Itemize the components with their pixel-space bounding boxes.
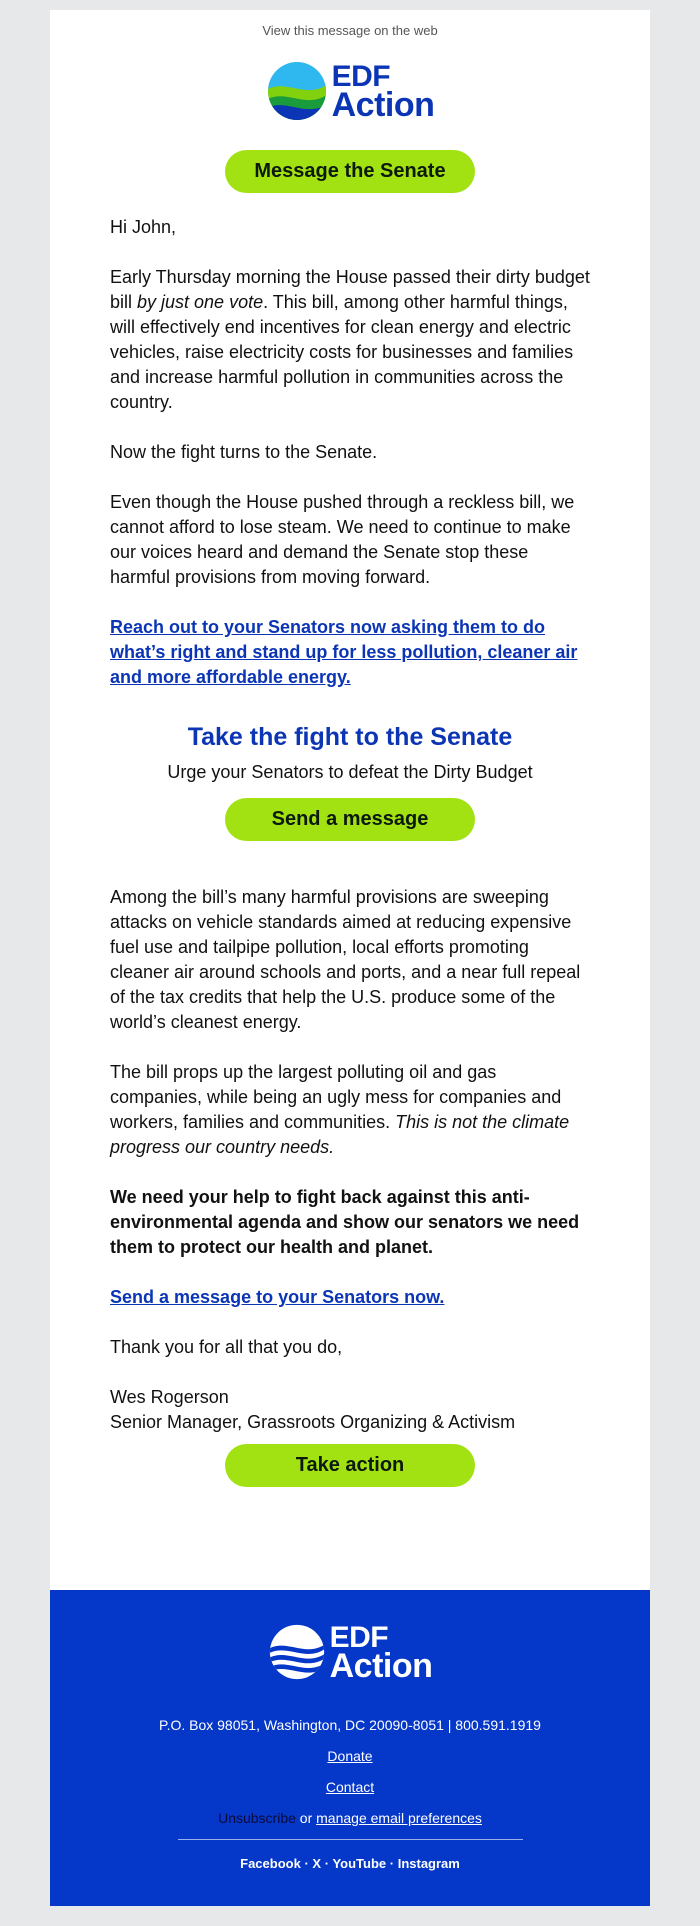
paragraph-1-text-b: . This bill, among other harmful things, will effectively end incentives for clean energy and electric vehicles, raise electricity costs for businesses and families and increase harmful pollution in communities across the country.: [110, 292, 574, 412]
youtube-link[interactable]: YouTube: [332, 1856, 387, 1871]
instagram-link[interactable]: Instagram: [397, 1856, 460, 1871]
paragraph-1-text-a: Early Thursday morning the House passed their dirty budget bill: [110, 267, 590, 312]
email-container: [50, 10, 650, 1906]
paragraph-5-text: The bill props up the largest polluting oil and gas companies, while being an ugly mess for companies and workers, families and communities.: [110, 1062, 562, 1132]
message-senate-button[interactable]: Message the Senate: [225, 150, 475, 193]
footer-logo-line-1: EDF: [329, 1621, 389, 1654]
send-senators-link[interactable]: Send a message to your Senators now.: [110, 1287, 445, 1307]
footer-logo[interactable]: [50, 1620, 650, 1684]
send-message-button[interactable]: Send a message: [225, 798, 475, 841]
paragraph-3: Even though the House pushed through a reckless bill, we cannot afford to lose steam. We need to continue to make our voices heard and demand the Senate stop these harmful provisions from moving forward.: [110, 492, 575, 587]
logo-line-2: Action: [331, 86, 435, 124]
logo-line-1: EDF: [331, 60, 391, 93]
separator: ·: [304, 1856, 309, 1871]
edf-logo-white-icon: [268, 1623, 326, 1681]
signer-title: Senior Manager, Grassroots Organizing & Activism: [110, 1412, 516, 1432]
section-title: Take the fight to the Senate: [187, 723, 513, 751]
paragraph-5-emphasis: This is not the climate progress our country needs.: [110, 1112, 570, 1157]
view-on-web-link[interactable]: View this message on the web: [262, 23, 438, 38]
or-text: or: [295, 1810, 317, 1826]
x-link[interactable]: X: [312, 1856, 322, 1871]
unsubscribe-link[interactable]: Unsubscribe: [218, 1810, 296, 1826]
donate-link[interactable]: Donate: [327, 1748, 373, 1764]
section-subtitle: Urge your Senators to defeat the Dirty Budget: [167, 762, 533, 782]
paragraph-2: Now the fight turns to the Senate.: [110, 442, 378, 462]
edf-action-logo[interactable]: [50, 59, 650, 123]
reach-out-senators-link[interactable]: Reach out to your Senators now asking them to do what’s right and stand up for less pollution, cleaner air and more affordable energy.: [110, 617, 578, 687]
paragraph-1-emphasis: by just one vote: [137, 292, 264, 312]
unsubscribe-line: [50, 1809, 650, 1827]
logo-wordmark: [331, 60, 435, 124]
paragraph-1: [110, 265, 590, 415]
thanks-line: Thank you for all that you do,: [110, 1337, 343, 1357]
paragraph-5: [110, 1060, 590, 1160]
paragraph-4: Among the bill’s many harmful provisions are sweeping attacks on vehicle standards aimed at reducing expensive fuel use and tailpipe pollution, local efforts promoting cleaner air around schools and ports, and a near full repeal of the tax credits that help the U.S. produce some of the world’s cleanest energy.: [110, 887, 581, 1032]
email-body: [50, 193, 650, 798]
footer: [50, 1590, 650, 1906]
email-body-lower: [50, 841, 650, 1444]
separator: ·: [324, 1856, 330, 1871]
contact-link[interactable]: Contact: [325, 1779, 375, 1795]
signer-name: Wes Rogerson: [110, 1387, 229, 1407]
greeting: Hi John,: [110, 217, 177, 237]
manage-preferences-link[interactable]: manage email preferences: [316, 1810, 482, 1826]
facebook-link[interactable]: Facebook: [240, 1856, 301, 1871]
paragraph-6: We need your help to fight back against this anti-environmental agenda and show our senators we need them to protect our health and planet.: [110, 1187, 580, 1257]
take-action-button[interactable]: Take action: [225, 1444, 475, 1487]
footer-address: P.O. Box 98051, Washington, DC 20090-8051 | 800.591.1919: [159, 1717, 541, 1733]
separator: ·: [389, 1856, 395, 1871]
social-links: [50, 1856, 650, 1871]
footer-logo-line-2: Action: [329, 1647, 433, 1685]
footer-logo-wordmark: [329, 1621, 433, 1685]
edf-logo-icon: [266, 60, 328, 122]
